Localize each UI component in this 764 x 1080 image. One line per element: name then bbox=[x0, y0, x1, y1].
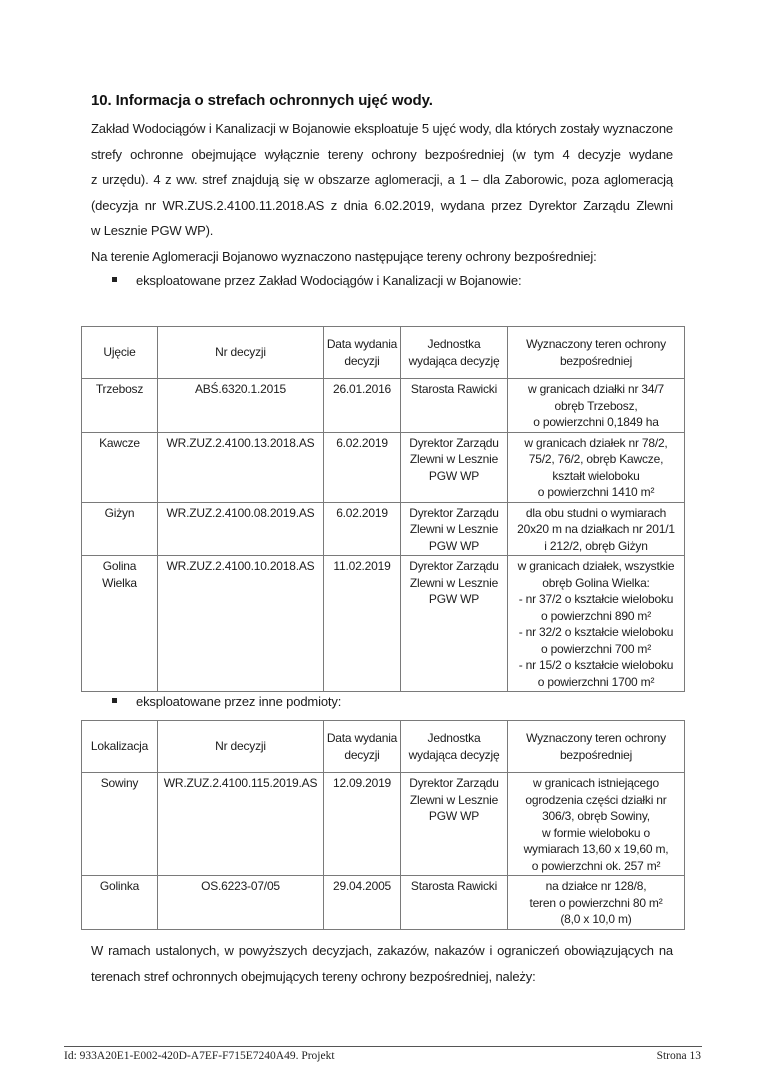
square-bullet-icon bbox=[112, 277, 117, 282]
decision-no-cell: WR.ZUZ.2.4100.10.2018.AS bbox=[158, 556, 324, 692]
header-cell: Data wydania decyzji bbox=[324, 327, 401, 379]
date-cell: 11.02.2019 bbox=[324, 556, 401, 692]
aglomeration-intro bbox=[91, 244, 673, 270]
authority-cell: Dyrektor Zarządu Zlewni w Lesznie PGW WP bbox=[401, 432, 508, 502]
table-row bbox=[82, 432, 685, 502]
area-cell: w granicach działki nr 34/7 obręb Trzebosz, o powierzchni 0,1849 ha bbox=[508, 379, 685, 433]
header-cell: Wyznaczony teren ochrony bezpośredniej bbox=[508, 721, 685, 773]
bullet-text: eksploatowane przez inne podmioty: bbox=[136, 694, 342, 709]
header-cell: Nr decyzji bbox=[158, 721, 324, 773]
footer-page-number: Strona 13 bbox=[656, 1050, 701, 1062]
table-row bbox=[82, 502, 685, 556]
bullet-item-other bbox=[112, 694, 341, 709]
intro-line: (decyzja nr WR.ZUS.2.4100.11.2018.AS z dnia 6.02.2019, wydana przez Dyrektor Zarządu Zlewni bbox=[91, 197, 673, 213]
table-row bbox=[82, 556, 685, 692]
decision-no-cell: OS.6223-07/05 bbox=[158, 876, 324, 930]
location-cell: Golinka bbox=[82, 876, 158, 930]
header-cell: Jednostka wydająca decyzję bbox=[401, 327, 508, 379]
decision-no-cell: WR.ZUZ.2.4100.08.2019.AS bbox=[158, 502, 324, 556]
area-cell: w granicach działek nr 78/2, 75/2, 76/2, obręb Kawcze, kształt wieloboku o powierzchni 1410 m² bbox=[508, 432, 685, 502]
bullet-text: eksploatowane przez Zakład Wodociągów i Kanalizacji w Bojanowie: bbox=[136, 273, 522, 288]
table-row bbox=[82, 379, 685, 433]
header-cell: Nr decyzji bbox=[158, 327, 324, 379]
footer-document-id: Id: 933A20E1-E002-420D-A7EF-F715E7240A49. Projekt bbox=[64, 1050, 335, 1062]
closing-paragraph bbox=[91, 938, 673, 989]
intake-cell: Golina Wielka bbox=[82, 556, 158, 692]
intro-line: z urzędu). 4 z ww. stref znajdują się w obszarze aglomeracji, a 1 – dla Zaborowic, poza aglomeracją bbox=[91, 172, 673, 187]
area-cell: dla obu studni o wymiarach 20x20 m na działkach nr 201/1 i 212/2, obręb Giżyn bbox=[508, 502, 685, 556]
bullet-item-zwik bbox=[112, 273, 521, 288]
header-cell: Data wydania decyzji bbox=[324, 721, 401, 773]
table-row bbox=[82, 876, 685, 930]
intake-cell: Kawcze bbox=[82, 432, 158, 502]
intakes-table-other bbox=[81, 720, 685, 930]
intro-line: Zakład Wodociągów i Kanalizacji w Bojanowie eksploatuje 5 ujęć wody, dla których zostały wyznaczone bbox=[91, 121, 673, 136]
intro-line: strefy ochronne obejmujące wyłącznie tereny ochrony bezpośredniej (w tym 4 decyzje wydane bbox=[91, 146, 673, 162]
authority-cell: Dyrektor Zarządu Zlewni w Lesznie PGW WP bbox=[401, 556, 508, 692]
header-cell: Wyznaczony teren ochrony bezpośredniej bbox=[508, 327, 685, 379]
authority-cell: Dyrektor Zarządu Zlewni w Lesznie PGW WP bbox=[401, 502, 508, 556]
intake-cell: Trzebosz bbox=[82, 379, 158, 433]
square-bullet-icon bbox=[112, 698, 117, 703]
area-cell: na działce nr 128/8, teren o powierzchni 80 m² (8,0 x 10,0 m) bbox=[508, 876, 685, 930]
section-heading: 10. Informacja o strefach ochronnych ujęć wody. bbox=[91, 92, 433, 109]
intro-line: w Lesznie PGW WP). bbox=[91, 223, 214, 238]
aglomeration-intro-text: Na terenie Aglomeracji Bojanowo wyznaczono następujące tereny ochrony bezpośredniej: bbox=[91, 249, 597, 264]
date-cell: 26.01.2016 bbox=[324, 379, 401, 433]
authority-cell: Dyrektor Zarządu Zlewni w Lesznie PGW WP bbox=[401, 773, 508, 876]
header-cell: Lokalizacja bbox=[82, 721, 158, 773]
date-cell: 6.02.2019 bbox=[324, 502, 401, 556]
date-cell: 6.02.2019 bbox=[324, 432, 401, 502]
intakes-table-zwik bbox=[81, 326, 685, 692]
decision-no-cell: ABŚ.6320.1.2015 bbox=[158, 379, 324, 433]
table-row bbox=[82, 773, 685, 876]
location-cell: Sowiny bbox=[82, 773, 158, 876]
decision-no-cell: WR.ZUZ.2.4100.13.2018.AS bbox=[158, 432, 324, 502]
decision-no-cell: WR.ZUZ.2.4100.115.2019.AS bbox=[158, 773, 324, 876]
closing-line: W ramach ustalonych, w powyższych decyzjach, zakazów, nakazów i ograniczeń obowiązujących na bbox=[91, 943, 673, 958]
authority-cell: Starosta Rawicki bbox=[401, 876, 508, 930]
header-cell: Jednostka wydająca decyzję bbox=[401, 721, 508, 773]
date-cell: 12.09.2019 bbox=[324, 773, 401, 876]
closing-line: terenach stref ochronnych obejmujących tereny ochrony bezpośredniej, należy: bbox=[91, 968, 536, 984]
date-cell: 29.04.2005 bbox=[324, 876, 401, 930]
authority-cell: Starosta Rawicki bbox=[401, 379, 508, 433]
intake-cell: Giżyn bbox=[82, 502, 158, 556]
intro-paragraph bbox=[91, 116, 673, 244]
table-header-row bbox=[82, 721, 685, 773]
header-cell: Ujęcie bbox=[82, 327, 158, 379]
area-cell: w granicach działek, wszystkie obręb Golina Wielka: - nr 37/2 o kształcie wieloboku o powierzchni 890 m² - nr 32/2 o kształcie wieloboku o powierzchni 700 m² - nr 15/2 o kształcie wieloboku o powierzchni 1700 m² bbox=[508, 556, 685, 692]
table-header-row bbox=[82, 327, 685, 379]
footer-divider bbox=[64, 1046, 702, 1047]
area-cell: w granicach istniejącego ogrodzenia części działki nr 306/3, obręb Sowiny, w formie wieloboku o wymiarach 13,60 x 19,60 m, o powierzchni ok. 257 m² bbox=[508, 773, 685, 876]
